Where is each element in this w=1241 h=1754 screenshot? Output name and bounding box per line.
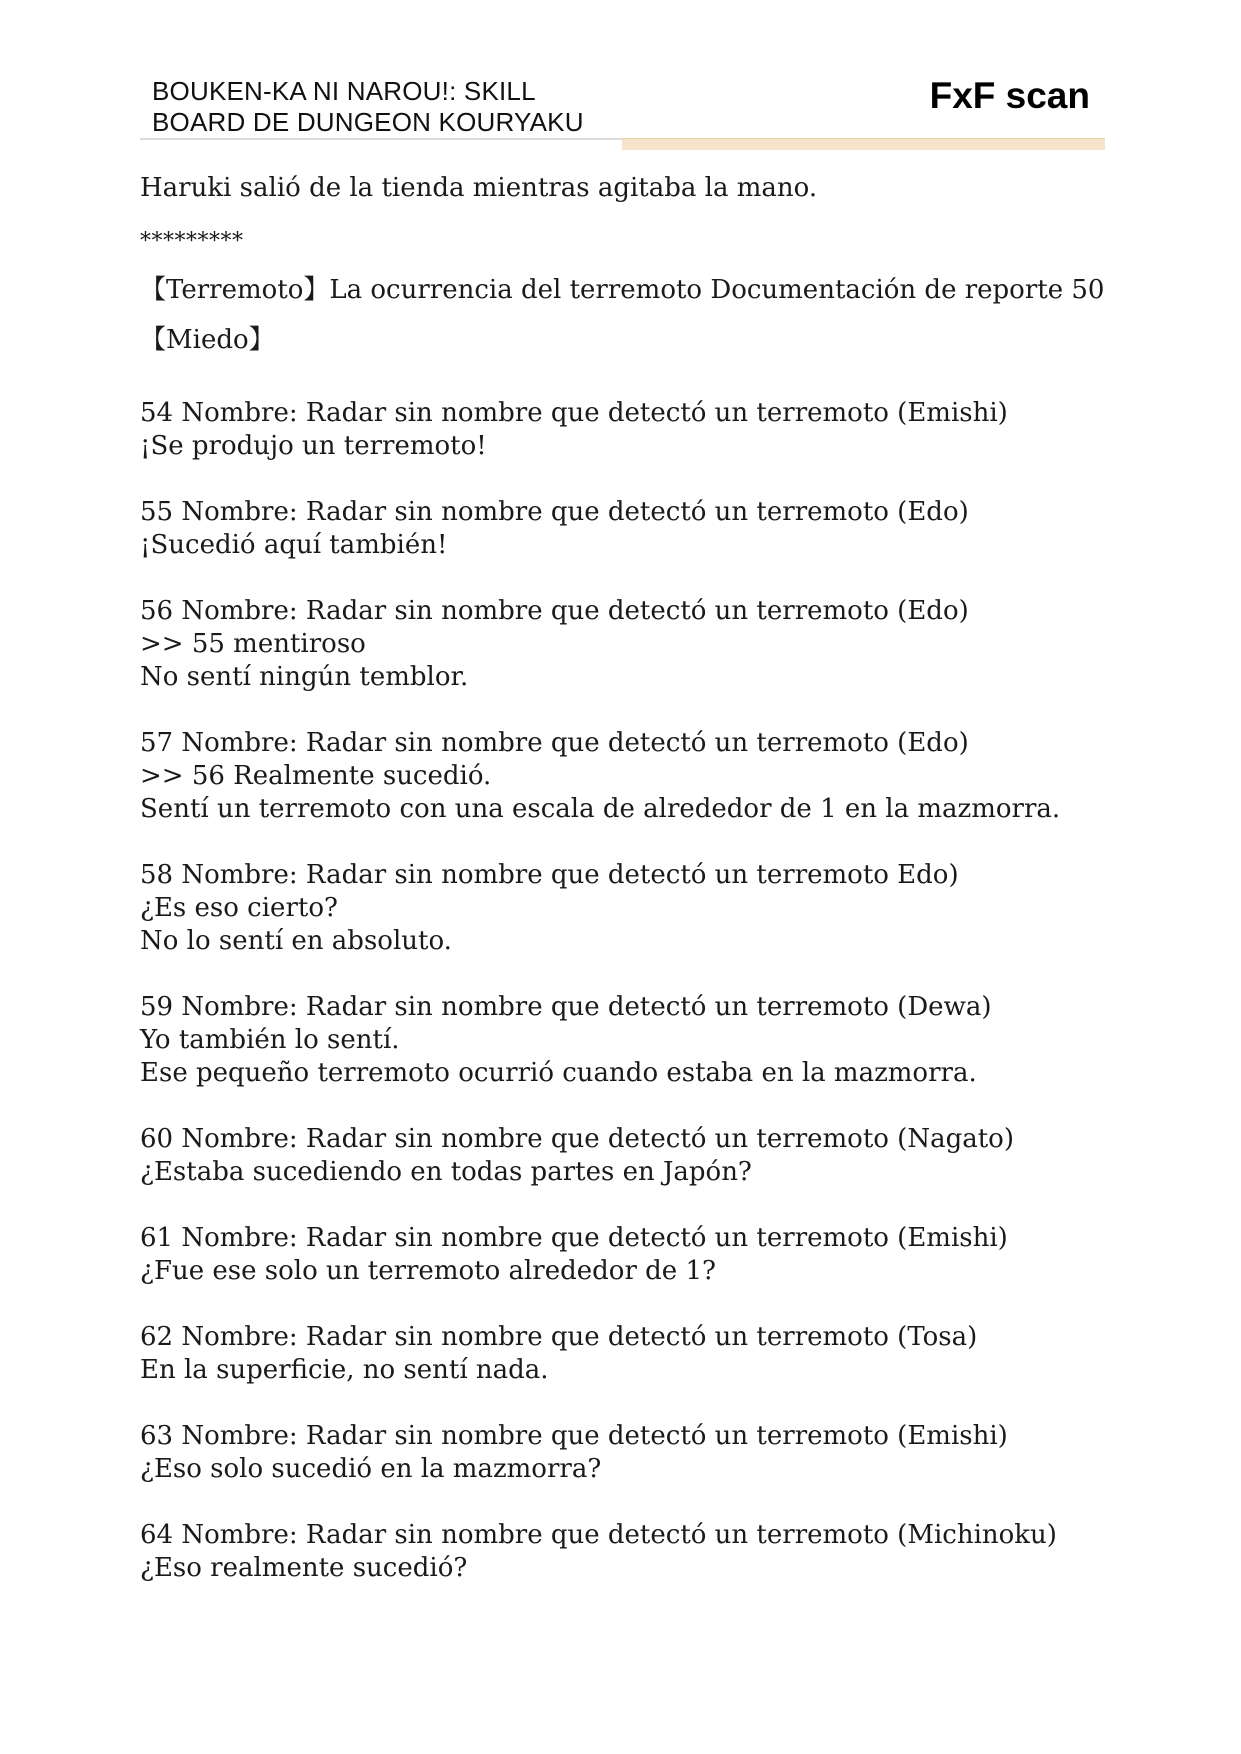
forum-post <box>140 1321 1100 1387</box>
series-title-line-1: BOUKEN-KA NI NAROU!: SKILL <box>152 76 536 106</box>
post-text: ¡Sucedió aquí también! <box>140 530 448 560</box>
post-text: >> 56 Realmente sucedió. <box>140 761 492 791</box>
post-text: Yo también lo sentí. <box>140 1025 400 1055</box>
forum-post <box>140 727 1100 826</box>
post-text: Ese pequeño terremoto ocurrió cuando estaba en la mazmorra. <box>140 1058 977 1088</box>
page-header <box>140 72 1105 152</box>
series-title-line-2: BOARD DE DUNGEON KOURYAKU <box>152 107 584 137</box>
forum-post <box>140 991 1100 1090</box>
forum-post <box>140 859 1100 958</box>
post-text: ¿Estaba sucediendo en todas partes en Japón? <box>140 1157 752 1187</box>
post-text: ¡Se produjo un terremoto! <box>140 431 487 461</box>
post-header: 62 Nombre: Radar sin nombre que detectó un terremoto (Tosa) <box>140 1322 978 1352</box>
post-text: ¿Fue ese solo un terremoto alrededor de 1? <box>140 1256 716 1286</box>
forum-post <box>140 1420 1100 1486</box>
header-rule-left <box>140 138 622 140</box>
forum-post <box>140 595 1100 694</box>
post-text: No lo sentí en absoluto. <box>140 926 452 956</box>
post-text: ¿Eso realmente sucedió? <box>140 1553 468 1583</box>
post-header: 59 Nombre: Radar sin nombre que detectó un terremoto (Dewa) <box>140 992 992 1022</box>
post-header: 58 Nombre: Radar sin nombre que detectó un terremoto Edo) <box>140 860 959 890</box>
post-header: 61 Nombre: Radar sin nombre que detectó un terremoto (Emishi) <box>140 1223 1008 1253</box>
post-header: 64 Nombre: Radar sin nombre que detectó un terremoto (Michinoku) <box>140 1520 1057 1550</box>
post-text: ¿Es eso cierto? <box>140 893 338 923</box>
post-text: En la superficie, no sentí nada. <box>140 1355 549 1385</box>
document-body <box>140 172 1105 1618</box>
post-list <box>140 397 1100 1585</box>
section-separator: ********* <box>140 229 244 254</box>
forum-post <box>140 1222 1100 1288</box>
forum-post <box>140 1519 1100 1585</box>
forum-post <box>140 496 1100 562</box>
post-header: 54 Nombre: Radar sin nombre que detectó un terremoto (Emishi) <box>140 398 1008 428</box>
post-header: 60 Nombre: Radar sin nombre que detectó un terremoto (Nagato) <box>140 1124 1014 1154</box>
series-title <box>152 76 672 138</box>
intro-paragraph: Haruki salió de la tienda mientras agitaba la mano. <box>140 173 818 203</box>
scanlation-brand: FxF scan <box>929 75 1090 116</box>
forum-post <box>140 1123 1100 1189</box>
post-text: Sentí un terremoto con una escala de alrededor de 1 en la mazmorra. <box>140 794 1061 824</box>
post-header: 57 Nombre: Radar sin nombre que detectó un terremoto (Edo) <box>140 728 969 758</box>
forum-post <box>140 397 1100 463</box>
thread-tag: 【Miedo】 <box>140 325 275 355</box>
post-text: ¿Eso solo sucedió en la mazmorra? <box>140 1454 602 1484</box>
post-header: 56 Nombre: Radar sin nombre que detectó un terremoto (Edo) <box>140 596 969 626</box>
thread-title: 【Terremoto】La ocurrencia del terremoto Documentación de reporte 50 <box>140 275 1105 305</box>
post-header: 55 Nombre: Radar sin nombre que detectó un terremoto (Edo) <box>140 497 969 527</box>
post-text: >> 55 mentiroso <box>140 629 366 659</box>
post-header: 63 Nombre: Radar sin nombre que detectó un terremoto (Emishi) <box>140 1421 1008 1451</box>
header-rule-accent <box>622 138 1105 150</box>
post-text: No sentí ningún temblor. <box>140 662 469 692</box>
